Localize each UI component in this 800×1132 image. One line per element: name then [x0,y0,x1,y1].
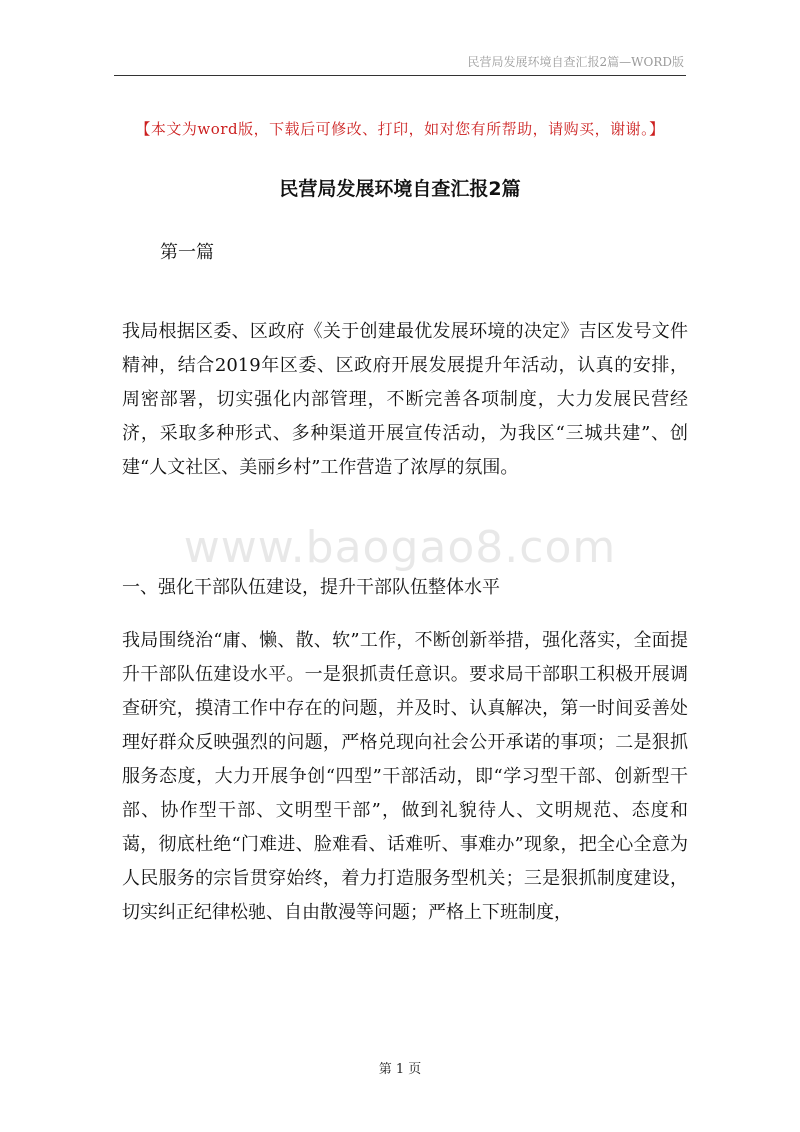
section-label: 第一篇 [160,242,214,263]
page-number: 第 1 页 [378,1062,422,1077]
document-title: 民营局发展环境自查汇报2篇 [279,178,521,200]
watermark: www.baogao8.com [183,522,617,573]
running-header: 民营局发展环境自查汇报2篇—WORD版 [467,55,684,69]
purchase-notice: 【本文为word版，下载后可修改、打印，如对您有所帮助，请购买，谢谢。】 [135,120,665,138]
section-heading-1: 一、强化干部队伍建设，提升干部队伍整体水平 [122,577,500,598]
body-paragraph-2: 我局围绕治“庸、懒、散、软”工作，不断创新举措，强化落实，全面提升干部队伍建设水平。一是狠抓责任意识。要求局干部职工积极开展调查研究，摸清工作中存在的问题，并及时、认真解决，第一时间妥善处理好群众反映强烈的问题，严格兑现向社会公开承诺的事项；二是狠抓服务态度，大力开展争创“四型”干部活动，即“学习型干部、创新型干部、协作型干部、文明型干部”，做到礼貌待人、文明规范、态度和蔼，彻底杜绝“门难进、脸难看、话难听、事难办”现象，把全心全意为人民服务的宗旨贯穿始终，着力打造服务型机关；三是狠抓制度建设，切实纠正纪律松驰、自由散漫等问题；严格上下班制度， [122,630,688,923]
body-paragraph-1: 我局根据区委、区政府《关于创建最优发展环境的决定》吉区发号文件精神，结合2019年区委、区政府开展发展提升年活动，认真的安排，周密部署，切实强化内部管理，不断完善各项制度，大力发展民营经济，采取多种形式、多种渠道开展宣传活动，为我区“三城共建”、创建“人文社区、美丽乡村”工作营造了浓厚的氛围。 [122,321,688,478]
header-divider [114,75,686,76]
